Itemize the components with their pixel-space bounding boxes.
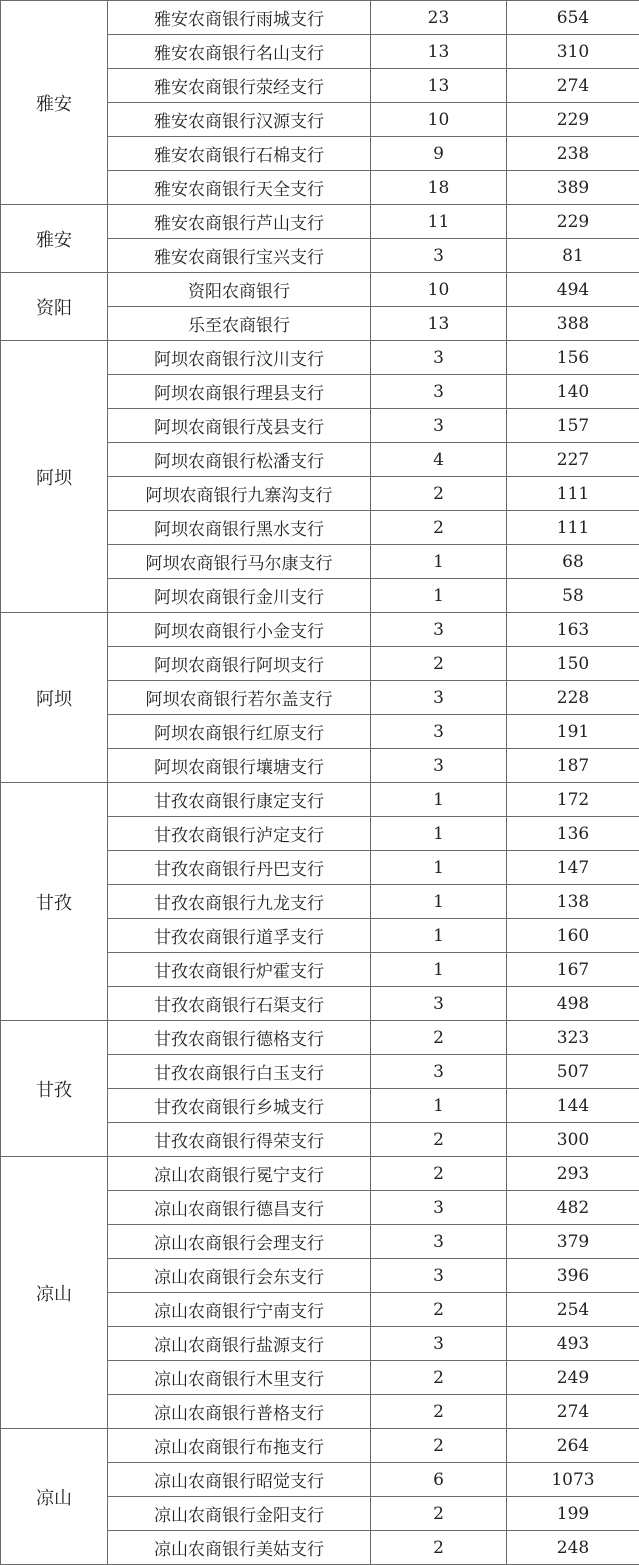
branch-name-cell: 雅安农商银行名山支行	[108, 35, 371, 69]
count-cell: 2	[371, 647, 507, 681]
branch-table-body	[1, 1, 639, 1565]
branch-name-cell: 雅安农商银行石棉支行	[108, 137, 371, 171]
branch-name-cell: 阿坝农商银行红原支行	[108, 715, 371, 749]
branch-name-cell: 凉山农商银行德昌支行	[108, 1191, 371, 1225]
count-cell: 18	[371, 171, 507, 205]
branch-name-cell: 凉山农商银行木里支行	[108, 1361, 371, 1395]
people-cell: 144	[507, 1089, 639, 1123]
count-cell: 3	[371, 1327, 507, 1361]
branch-name-cell: 甘孜农商银行德格支行	[108, 1021, 371, 1055]
count-cell: 2	[371, 1021, 507, 1055]
branch-name-cell: 雅安农商银行芦山支行	[108, 205, 371, 239]
branch-name-cell: 凉山农商银行冕宁支行	[108, 1157, 371, 1191]
table-row	[1, 1157, 639, 1191]
branch-name-cell: 甘孜农商银行得荣支行	[108, 1123, 371, 1157]
branch-name-cell: 甘孜农商银行乡城支行	[108, 1089, 371, 1123]
branch-name-cell: 雅安农商银行宝兴支行	[108, 239, 371, 273]
branch-name-cell: 凉山农商银行盐源支行	[108, 1327, 371, 1361]
branch-name-cell: 阿坝农商银行黑水支行	[108, 511, 371, 545]
region-cell: 阿坝	[1, 613, 108, 783]
branch-name-cell: 乐至农商银行	[108, 307, 371, 341]
count-cell: 3	[371, 239, 507, 273]
count-cell: 2	[371, 1157, 507, 1191]
branch-name-cell: 凉山农商银行会东支行	[108, 1259, 371, 1293]
branch-name-cell: 凉山农商银行宁南支行	[108, 1293, 371, 1327]
branch-name-cell: 甘孜农商银行康定支行	[108, 783, 371, 817]
count-cell: 2	[371, 1497, 507, 1531]
branch-name-cell: 凉山农商银行美姑支行	[108, 1531, 371, 1565]
branch-name-cell: 甘孜农商银行道孚支行	[108, 919, 371, 953]
branch-name-cell: 资阳农商银行	[108, 273, 371, 307]
people-cell: 498	[507, 987, 639, 1021]
people-cell: 238	[507, 137, 639, 171]
count-cell: 13	[371, 69, 507, 103]
people-cell: 150	[507, 647, 639, 681]
count-cell: 10	[371, 103, 507, 137]
branch-name-cell: 甘孜农商银行炉霍支行	[108, 953, 371, 987]
count-cell: 3	[371, 341, 507, 375]
people-cell: 111	[507, 511, 639, 545]
branch-name-cell: 凉山农商银行普格支行	[108, 1395, 371, 1429]
branch-name-cell: 阿坝农商银行松潘支行	[108, 443, 371, 477]
count-cell: 1	[371, 783, 507, 817]
people-cell: 163	[507, 613, 639, 647]
count-cell: 3	[371, 1055, 507, 1089]
count-cell: 3	[371, 715, 507, 749]
branch-name-cell: 甘孜农商银行泸定支行	[108, 817, 371, 851]
count-cell: 1	[371, 1089, 507, 1123]
branch-name-cell: 阿坝农商银行理县支行	[108, 375, 371, 409]
count-cell: 9	[371, 137, 507, 171]
people-cell: 81	[507, 239, 639, 273]
branch-name-cell: 甘孜农商银行九龙支行	[108, 885, 371, 919]
people-cell: 389	[507, 171, 639, 205]
count-cell: 3	[371, 1259, 507, 1293]
branch-name-cell: 阿坝农商银行壤塘支行	[108, 749, 371, 783]
count-cell: 1	[371, 851, 507, 885]
count-cell: 23	[371, 1, 507, 35]
people-cell: 248	[507, 1531, 639, 1565]
people-cell: 494	[507, 273, 639, 307]
people-cell: 160	[507, 919, 639, 953]
count-cell: 3	[371, 681, 507, 715]
people-cell: 157	[507, 409, 639, 443]
region-cell: 雅安	[1, 205, 108, 273]
people-cell: 482	[507, 1191, 639, 1225]
people-cell: 199	[507, 1497, 639, 1531]
count-cell: 11	[371, 205, 507, 239]
count-cell: 1	[371, 579, 507, 613]
region-cell: 雅安	[1, 1, 108, 205]
count-cell: 4	[371, 443, 507, 477]
count-cell: 2	[371, 1395, 507, 1429]
people-cell: 147	[507, 851, 639, 885]
count-cell: 13	[371, 307, 507, 341]
branch-name-cell: 甘孜农商银行石渠支行	[108, 987, 371, 1021]
table-row	[1, 205, 639, 239]
count-cell: 2	[371, 1429, 507, 1463]
people-cell: 396	[507, 1259, 639, 1293]
branch-name-cell: 阿坝农商银行金川支行	[108, 579, 371, 613]
people-cell: 388	[507, 307, 639, 341]
people-cell: 229	[507, 205, 639, 239]
branch-name-cell: 阿坝农商银行马尔康支行	[108, 545, 371, 579]
count-cell: 1	[371, 953, 507, 987]
branch-name-cell: 雅安农商银行天全支行	[108, 171, 371, 205]
branch-name-cell: 甘孜农商银行丹巴支行	[108, 851, 371, 885]
people-cell: 187	[507, 749, 639, 783]
count-cell: 1	[371, 919, 507, 953]
people-cell: 228	[507, 681, 639, 715]
people-cell: 136	[507, 817, 639, 851]
people-cell: 274	[507, 1395, 639, 1429]
branch-name-cell: 阿坝农商银行若尔盖支行	[108, 681, 371, 715]
region-cell: 凉山	[1, 1157, 108, 1429]
people-cell: 58	[507, 579, 639, 613]
branch-name-cell: 凉山农商银行昭觉支行	[108, 1463, 371, 1497]
people-cell: 654	[507, 1, 639, 35]
count-cell: 13	[371, 35, 507, 69]
branch-name-cell: 雅安农商银行雨城支行	[108, 1, 371, 35]
people-cell: 379	[507, 1225, 639, 1259]
people-cell: 1073	[507, 1463, 639, 1497]
people-cell: 156	[507, 341, 639, 375]
people-cell: 191	[507, 715, 639, 749]
people-cell: 493	[507, 1327, 639, 1361]
people-cell: 249	[507, 1361, 639, 1395]
table-row	[1, 341, 639, 375]
count-cell: 3	[371, 1191, 507, 1225]
branch-name-cell: 凉山农商银行会理支行	[108, 1225, 371, 1259]
table-row	[1, 783, 639, 817]
people-cell: 264	[507, 1429, 639, 1463]
branch-name-cell: 凉山农商银行金阳支行	[108, 1497, 371, 1531]
people-cell: 507	[507, 1055, 639, 1089]
count-cell: 2	[371, 1531, 507, 1565]
count-cell: 3	[371, 409, 507, 443]
branch-name-cell: 阿坝农商银行汶川支行	[108, 341, 371, 375]
count-cell: 2	[371, 477, 507, 511]
count-cell: 6	[371, 1463, 507, 1497]
region-cell: 甘孜	[1, 783, 108, 1021]
people-cell: 229	[507, 103, 639, 137]
count-cell: 2	[371, 1293, 507, 1327]
branch-name-cell: 阿坝农商银行阿坝支行	[108, 647, 371, 681]
count-cell: 3	[371, 749, 507, 783]
people-cell: 274	[507, 69, 639, 103]
region-cell: 资阳	[1, 273, 108, 341]
count-cell: 2	[371, 1123, 507, 1157]
count-cell: 3	[371, 987, 507, 1021]
branch-name-cell: 雅安农商银行荥经支行	[108, 69, 371, 103]
people-cell: 172	[507, 783, 639, 817]
count-cell: 3	[371, 1225, 507, 1259]
people-cell: 140	[507, 375, 639, 409]
table-row	[1, 1021, 639, 1055]
branch-name-cell: 阿坝农商银行茂县支行	[108, 409, 371, 443]
count-cell: 3	[371, 375, 507, 409]
people-cell: 254	[507, 1293, 639, 1327]
branch-name-cell: 甘孜农商银行白玉支行	[108, 1055, 371, 1089]
people-cell: 310	[507, 35, 639, 69]
people-cell: 323	[507, 1021, 639, 1055]
region-cell: 甘孜	[1, 1021, 108, 1157]
branch-name-cell: 阿坝农商银行小金支行	[108, 613, 371, 647]
people-cell: 300	[507, 1123, 639, 1157]
people-cell: 111	[507, 477, 639, 511]
count-cell: 3	[371, 613, 507, 647]
count-cell: 2	[371, 511, 507, 545]
count-cell: 1	[371, 545, 507, 579]
region-cell: 凉山	[1, 1429, 108, 1565]
count-cell: 2	[371, 1361, 507, 1395]
branch-name-cell: 雅安农商银行汉源支行	[108, 103, 371, 137]
count-cell: 1	[371, 885, 507, 919]
table-row	[1, 273, 639, 307]
table-row	[1, 1429, 639, 1463]
people-cell: 138	[507, 885, 639, 919]
branch-name-cell: 凉山农商银行布拖支行	[108, 1429, 371, 1463]
table-row	[1, 613, 639, 647]
people-cell: 167	[507, 953, 639, 987]
count-cell: 10	[371, 273, 507, 307]
branch-name-cell: 阿坝农商银行九寨沟支行	[108, 477, 371, 511]
people-cell: 293	[507, 1157, 639, 1191]
table-row	[1, 1, 639, 35]
people-cell: 68	[507, 545, 639, 579]
count-cell: 1	[371, 817, 507, 851]
region-cell: 阿坝	[1, 341, 108, 613]
people-cell: 227	[507, 443, 639, 477]
